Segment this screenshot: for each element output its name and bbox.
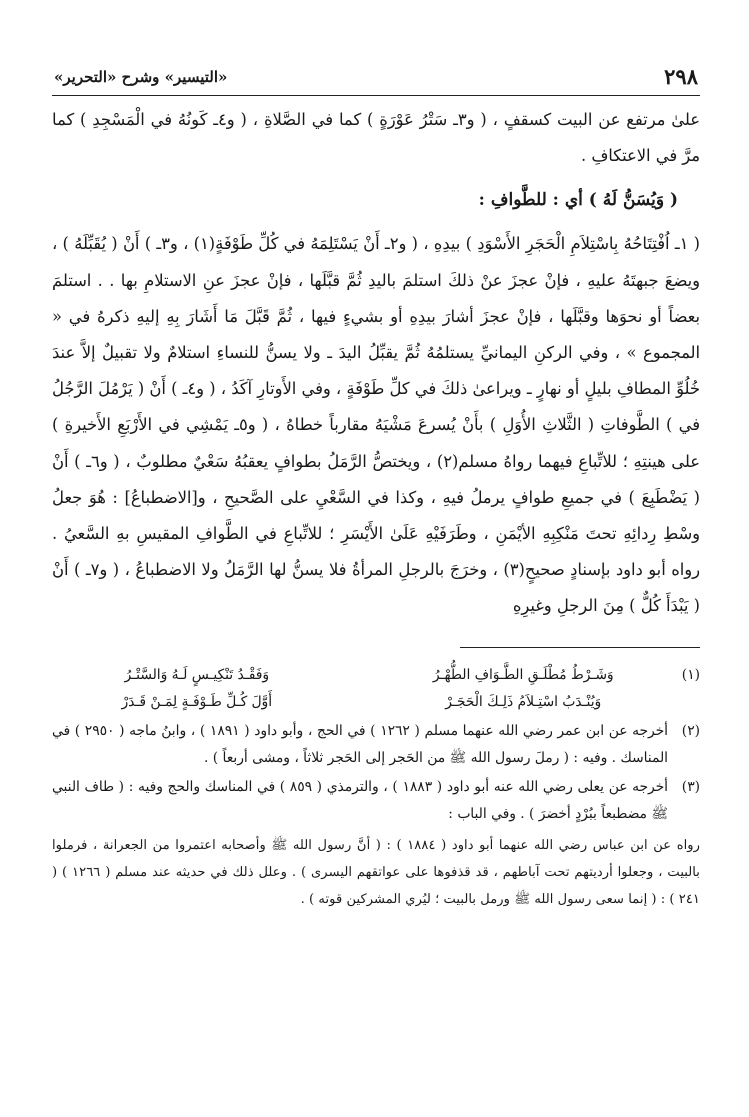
footnote-number: (٣): [681, 778, 700, 795]
footnote-3: [52, 774, 700, 828]
footnote-poem: [52, 662, 668, 716]
footnotes: [52, 662, 700, 913]
poem-line: [52, 662, 668, 689]
footnote-2: [52, 718, 700, 772]
footnote-text: أخرجه عن يعلى رضي الله عنه أبو داود ( ١٨٨٣ ) ، والترمذي ( ٨٥٩ ) في المناسك والحج وفيه : ( طاف النبي ﷺ مضطبعاً ببُرْدٍ أخضرَ ) . وفي الباب :: [52, 778, 668, 822]
poem-hemistich: وَفَقْـدُ تَنْكِيـسٍ لَـهُ وَالسَّتْـرُ: [124, 666, 270, 683]
poem-hemistich: أَوَّلَ كُـلِّ طَـوْفَـةٍ لِمَـنْ قَـدَرْ: [121, 693, 273, 710]
footnote-text: أخرجه عن ابن عمر رضي الله عنهما مسلم ( ١٢٦٢ ) في الحج ، وأبو داود ( ١٨٩١ ) ، وابنُ ماجه ( ٢٩٥٠ ) في المناسك . وفيه : ( رملَ رسول الله ﷺ من الحَجر إلى الحَجر ثلاثاً ، ومشى أربعاً ) .: [52, 722, 668, 766]
footnote-1: [52, 662, 700, 716]
poem-line: [52, 689, 668, 716]
footnote-3-continuation: رواه عن ابن عباس رضي الله عنهما أبو داود ( ١٨٨٤ ) : ( أنَّ رسول الله ﷺ وأصحابه اعتمروا من الجعرانة ، فرملوا بالبيت ، وجعلوا أرديتهم تحت آباطهم ، قد قذفوها على عواتقهم اليسرى ) . وعلل ذلك في حديثه عند مسلم ( ١٢٦٦ ) ( ٢٤١ ) : ( إنما سعى رسول الله ﷺ ورمل بالبيت ؛ ليُري المشركين قوته ) .: [52, 837, 700, 907]
footnote-number: (٢): [681, 722, 700, 739]
book-page: [52, 58, 700, 913]
running-title: «التيسير» وشرح «التحرير»: [54, 67, 228, 86]
page-header: [52, 58, 700, 96]
main-paragraph: ( ١ـ اُفْتِتَاحُهُ بِاسْتِلاَمِ الْحَجَرِ الأَسْوَدِ ) بيدِهِ ، ( و٢ـ أَنْ يَسْتَلِمَهُ في كُلِّ طَوْفَةٍ(١) ، و٣ـ ) أَنْ ( يُقَبِّلَهُ ) ، ويضعَ جبهتَهُ عليهِ ، فإنْ عجزَ عنْ ذلكَ استلمَ باليدِ ثُمَّ قبَّلَها ، فإنْ عجزَ عنِ الاستلامِ بها . . استلمَ بعضاً أو نحوَها وقبَّلَها ، فإنْ عجزَ أشارَ بيدِهِ أو بشيءٍ فيها ، ثُمَّ قَبَّلَ مَا أَشَارَ بِهِ إليهِ ذكرهُ في « المجموع » ، وفي الركنِ اليمانيِّ يستلمُهُ ثُمَّ يقبِّلُ اليدَ ـ ولا يسنُّ للنساءِ استلامٌ ولا تقبيلٌ إلاَّ عندَ خُلُوِّ المطافِ بليلٍ أو نهارٍ ـ ويراعىٰ ذلكَ في كلِّ طَوْفَةٍ ، وفي الأَوتارِ آكَدُ ، ( و٤ـ ) أَنْ ( يَرْمُلَ الرَّجُلُ في ) الطَّوفاتِ ( الثَّلاثِ الأُوَلِ ) بأَنْ يُسرعَ مَشْيَهُ مقارباً خطاهُ ، ( و٥ـ يَمْشِي في الأَرْبَعِ الأَخيرةِ ) على هينتِهِ ؛ للاتِّباعِ فيهما رواهُ مسلم(٢) ، ويختصُّ الرَّمَلُ بطوافٍ يعقبُهُ سَعْيٌ مطلوبٌ ، ( و٦ـ ) أَنْ ( يَضْطَبِعَ ) في جميعِ طوافٍ يرملُ فيهِ ، وكذا في السَّعْيِ على الصَّحيحِ ، و[الاضطباعُ] : هُوَ جعلُ وسْطِ رِدائِهِ تحتَ مَنْكِبِهِ الأيْمَنِ ، وطَرَفَيْهِ عَلَىٰ الأَيْسَرِ ؛ للاتِّباعِ في الطَّوافِ المقيسِ بهِ السَّعيُ . رواه أبو داود بإسنادٍ صحيحٍ(٣) ، وخرَجَ بالرجلِ المرأةُ فلا يسنُّ لها الرَّمَلُ ولا الاضطباعُ ، ( و٧ـ ) أَنْ ( يَبْدَأَ كُلٌّ ) مِنَ الرجلِ وغيرِهِ: [52, 234, 700, 616]
footnote-divider: [460, 647, 700, 648]
poem-hemistich: وَيُنْـدَبُ اسْتِـلاَمُ ذَلِـكَ الْحَجَـرْ: [445, 693, 602, 710]
intro-paragraph: علىٰ مرتفع عن البيت كسقفٍ ، ( و٣ـ سَتْرُ عَوْرَةٍ ) كما في الصَّلاةِ ، ( و٤ـ كَونُهُ في الْمَسْجِدِ ) كما مرَّ في الاعتكافِ .: [52, 110, 700, 166]
section-heading: ( وَيُسَنُّ لَهُ ) أي : للطَّوافِ :: [478, 190, 678, 211]
footnote-number: (١): [681, 666, 700, 683]
poem-hemistich: وَشَـرْطُ مُطْلَـقِ الطَّـوَافِ الطُّهْـرُ: [432, 666, 614, 683]
main-text: [52, 102, 700, 625]
page-number: ٢٩٨: [664, 64, 698, 89]
